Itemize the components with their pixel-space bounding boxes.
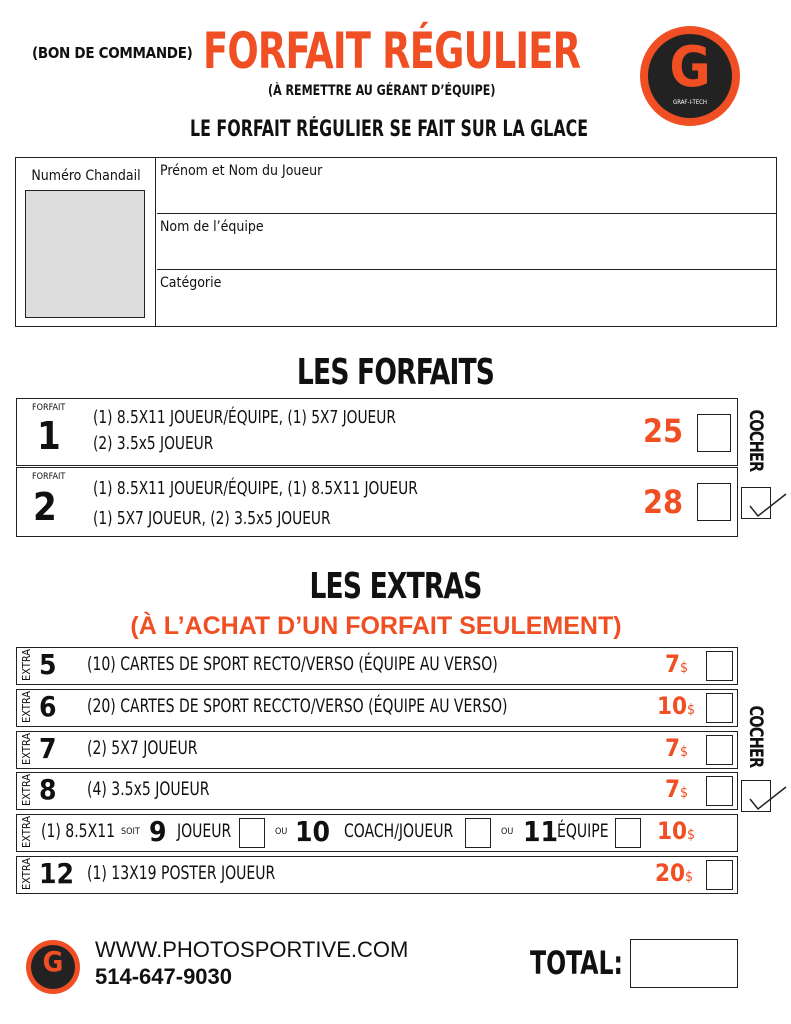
forfait-row-2 <box>16 467 738 537</box>
extra-label: EXTRA <box>20 815 33 848</box>
coach-label: COACH/JOUEUR <box>344 820 454 842</box>
logo-text: GRAF-I-TECH <box>673 99 707 106</box>
extra-price: 10$ <box>657 817 696 845</box>
extra-row-5 <box>16 647 738 685</box>
bon-commande-label: (BON DE COMMANDE) <box>32 44 193 62</box>
categorie-field[interactable] <box>157 270 777 326</box>
forfait-line-1: (1) 8.5X11 JOUEUR/ÉQUIPE, (1) 8.5X11 JOUEUR <box>93 478 418 499</box>
extra-8-checkbox[interactable] <box>706 776 733 806</box>
equipe-label: Nom de l’équipe <box>160 219 264 235</box>
extra-number: 10 <box>295 815 331 848</box>
prenom-label: Prénom et Nom du Joueur <box>160 163 323 179</box>
extra-price: 10$ <box>657 692 696 720</box>
extra-row-8 <box>16 772 738 810</box>
extra-row-6 <box>16 689 738 727</box>
ou-label: OU <box>275 827 288 837</box>
prenom-field[interactable] <box>157 158 777 214</box>
chandail-label: Numéro Chandail <box>31 168 141 184</box>
extra-label: EXTRA <box>20 773 33 806</box>
forfait-1-checkbox[interactable] <box>697 414 731 452</box>
extra-number: 8 <box>39 773 57 806</box>
chandail-field[interactable] <box>25 190 145 318</box>
total-field[interactable] <box>630 939 738 988</box>
extra-6-checkbox[interactable] <box>706 693 733 723</box>
extra-price: 7$ <box>665 775 689 803</box>
phone-number: 514-647-9030 <box>95 964 233 989</box>
categorie-label: Catégorie <box>160 275 222 291</box>
page-title: FORFAIT RÉGULIER <box>203 22 581 80</box>
extra-desc: (10) CARTES DE SPORT RECTO/VERSO (ÉQUIPE AU VERSO) <box>87 653 498 675</box>
extra-number: 11 <box>523 815 559 848</box>
extra-5-checkbox[interactable] <box>706 651 733 681</box>
forfait-price: 25 <box>643 412 684 450</box>
forfait-row-1 <box>16 398 738 466</box>
extra-price: 7$ <box>665 650 689 678</box>
extra-label: EXTRA <box>20 690 33 723</box>
extra-label: EXTRA <box>20 732 33 765</box>
forfait-line-2: (2) 3.5x5 JOUEUR <box>93 433 214 454</box>
extra-label: EXTRA <box>20 648 33 681</box>
check-example-icon <box>741 487 771 519</box>
extra-desc: (2) 5X7 JOUEUR <box>87 737 198 759</box>
extra-row-12 <box>16 856 738 894</box>
extras-title: LES EXTRAS <box>309 566 482 607</box>
forfait-number: 1 <box>37 414 61 458</box>
extra-number: 5 <box>39 648 57 681</box>
extra-11-checkbox[interactable] <box>615 818 641 848</box>
check-example-icon <box>741 780 771 812</box>
forfait-number: 2 <box>33 485 57 529</box>
ou-label: OU <box>501 827 514 837</box>
forfait-2-checkbox[interactable] <box>697 483 731 521</box>
extra-number: 6 <box>39 690 57 723</box>
extra-12-checkbox[interactable] <box>706 860 733 890</box>
extra-label: EXTRA <box>20 857 33 890</box>
extra-desc: (1) 8.5X11 <box>41 820 116 842</box>
extra-9-checkbox[interactable] <box>239 818 265 848</box>
forfaits-title: LES FORFAITS <box>296 352 495 393</box>
forfait-small-label: FORFAIT <box>32 472 66 482</box>
extra-price: 20$ <box>655 859 694 887</box>
chandail-cell <box>16 158 156 326</box>
soit-label: SOIT <box>121 827 140 837</box>
forfait-small-label: FORFAIT <box>32 403 66 413</box>
equipe-option-label: ÉQUIPE <box>557 820 609 842</box>
grafitech-logo: G GRAF-I-TECH <box>640 26 740 126</box>
extra-10-checkbox[interactable] <box>465 818 491 848</box>
extra-number: 12 <box>39 857 75 890</box>
forfait-line-2: (1) 5X7 JOUEUR, (2) 3.5x5 JOUEUR <box>93 508 331 529</box>
extra-7-checkbox[interactable] <box>706 735 733 765</box>
extra-row-9-10-11 <box>16 814 738 852</box>
remettre-note: (À REMETTRE AU GÉRANT D’ÉQUIPE) <box>268 83 496 99</box>
website-link[interactable]: WWW.PHOTOSPORTIVE.COM <box>95 937 409 962</box>
footer-logo: G <box>26 940 80 994</box>
extra-number: 7 <box>39 732 57 765</box>
extra-desc: (20) CARTES DE SPORT RECCTO/VERSO (ÉQUIPE AU VERSO) <box>87 695 508 717</box>
extras-cocher-label: COCHER <box>745 705 767 768</box>
forfait-price: 28 <box>643 483 684 521</box>
extra-price: 7$ <box>665 734 689 762</box>
equipe-field[interactable] <box>157 214 777 270</box>
total-label: TOTAL: <box>530 944 623 982</box>
player-info-box <box>15 157 777 327</box>
forfaits-cocher-label: COCHER <box>745 409 767 472</box>
forfait-line-1: (1) 8.5X11 JOUEUR/ÉQUIPE, (1) 5X7 JOUEUR <box>93 407 396 428</box>
extras-subtitle: (À L’ACHAT D’UN FORFAIT SEULEMENT) <box>130 612 622 640</box>
extra-desc: (4) 3.5x5 JOUEUR <box>87 778 210 800</box>
glace-note: LE FORFAIT RÉGULIER SE FAIT SUR LA GLACE <box>190 117 589 142</box>
extra-desc: (1) 13X19 POSTER JOUEUR <box>87 862 276 884</box>
extra-number: 9 <box>149 815 167 848</box>
joueur-label: JOUEUR <box>177 820 232 842</box>
extra-row-7 <box>16 731 738 769</box>
